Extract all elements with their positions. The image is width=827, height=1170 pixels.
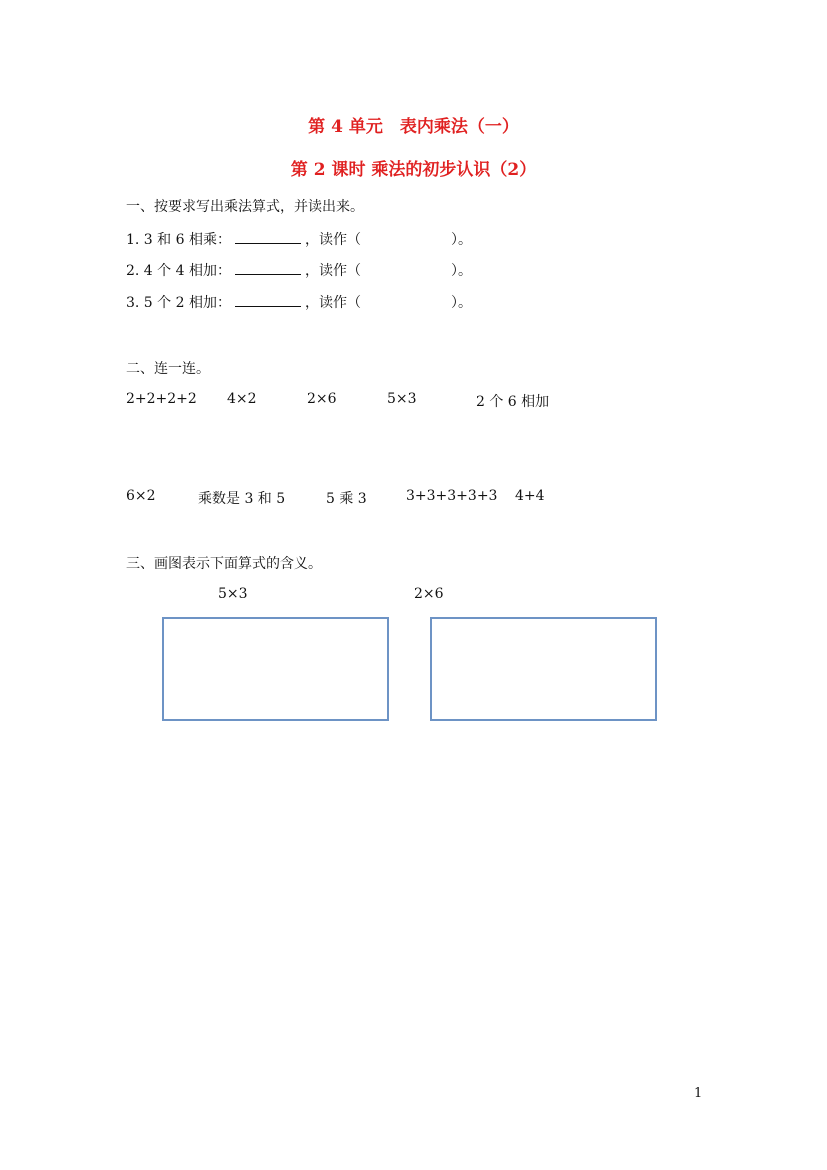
read-as-label: ，读作（ [304,263,361,279]
drawing-box-1[interactable] [162,617,389,721]
lesson-subtitle: 第 2 课时 乘法的初步认识（2） [290,160,537,180]
read-as-label: ，读作（ [304,295,361,311]
question-row-1 [126,229,472,249]
question-row-2 [126,260,472,280]
match-item-top[interactable]: 5×3 [387,391,417,407]
section1-heading: 一、按要求写出乘法算式，并读出来。 [126,199,364,215]
match-item-top[interactable]: 4×2 [227,391,257,407]
section3-heading: 三、画图表示下面算式的含义。 [126,556,322,572]
section2-heading: 二、连一连。 [126,361,210,377]
question-end: ）。 [450,232,472,248]
drawing-box-2[interactable] [430,617,657,721]
unit-title: 第 4 单元 表内乘法（一） [308,117,519,137]
match-item-bottom[interactable]: 3+3+3+3+3 [406,488,498,504]
match-item-bottom[interactable]: 6×2 [126,488,156,504]
answer-blank[interactable] [235,262,301,275]
match-item-bottom[interactable]: 4+4 [515,488,545,504]
question-prefix: 3. 5 个 2 相加： [126,295,231,311]
match-item-top[interactable]: 2 个 6 相加 [476,394,550,410]
match-item-top[interactable]: 2×6 [307,391,337,407]
match-item-top[interactable]: 2+2+2+2 [126,391,197,407]
question-end: ）。 [450,295,472,311]
question-prefix: 1. 3 和 6 相乘： [126,232,231,248]
answer-blank[interactable] [235,231,301,244]
question-prefix: 2. 4 个 4 相加： [126,263,231,279]
match-item-bottom[interactable]: 5 乘 3 [326,491,367,507]
drawing-label-1: 5×3 [218,586,248,602]
read-as-label: ，读作（ [304,232,361,248]
match-item-bottom[interactable]: 乘数是 3 和 5 [198,491,286,507]
page-number: 1 [694,1086,703,1101]
question-end: ）。 [450,263,472,279]
question-row-3 [126,292,472,312]
drawing-label-2: 2×6 [414,586,444,602]
answer-blank[interactable] [235,294,301,307]
